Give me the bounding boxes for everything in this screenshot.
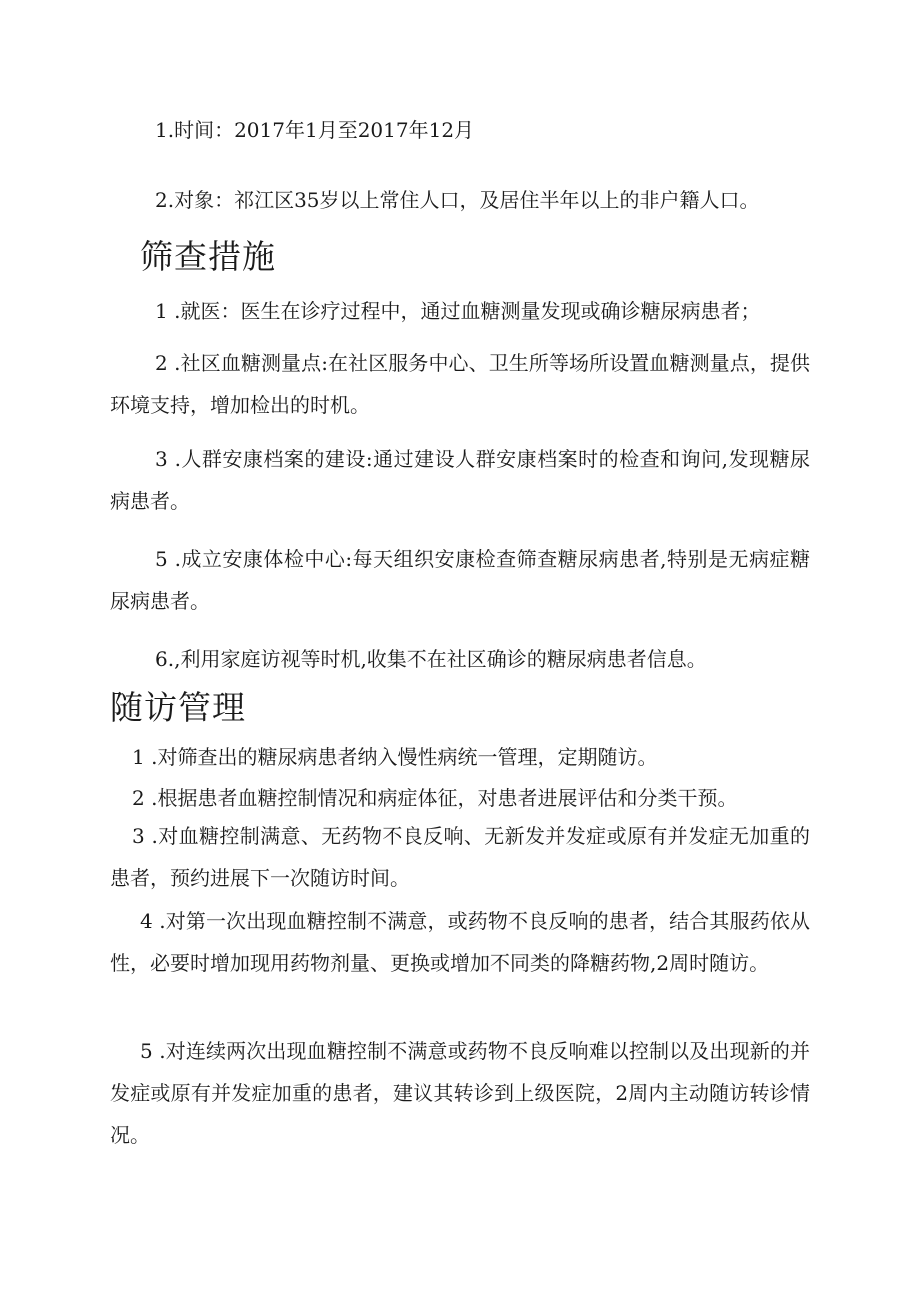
- followup-item-4: 4 .对第一次出现血糖控制不满意，或药物不良反响的患者，结合其服药依从性，必要时增加现用药物剂量、更换或增加不同类的降糖药物,2周时随访。: [110, 909, 810, 975]
- followup-item-5-block: [110, 1030, 810, 1156]
- screening-item-5: 5 .成立安康体检中心:每天组织安康检查筛查糖尿病患者,特别是无病症糖尿病患者。: [110, 547, 810, 613]
- screening-item-2-block: [110, 342, 810, 426]
- followup-item-4-block: [110, 900, 810, 984]
- followup-item-5: 5 .对连续两次出现血糖控制不满意或药物不良反响难以控制以及出现新的并发症或原有并发症加重的患者，建议其转诊到上级医院，2周内主动随访转诊情况。: [110, 1039, 810, 1147]
- screening-item-1: 1 .就医：医生在诊疗过程中，通过血糖测量发现或确诊糖尿病患者；: [155, 299, 761, 323]
- followup-item-1: 1 .对筛查出的糖尿病患者纳入慢性病统一管理，定期随访。: [132, 745, 658, 769]
- followup-item-2: 2 .根据患者血糖控制情况和病症体征，对患者进展评估和分类干预。: [132, 786, 738, 810]
- followup-item-3-block: [110, 815, 810, 899]
- screening-item-6: 6.,利用家庭访视等时机,收集不在社区确诊的糖尿病患者信息。: [155, 647, 707, 671]
- followup-item-3: 3 .对血糖控制满意、无药物不良反响、无新发并发症或原有并发症无加重的患者，预约进展下一次随访时间。: [110, 824, 810, 890]
- intro-time: 1.时间：2017年1月至2017年12月: [155, 118, 475, 142]
- screening-item-3: 3 .人群安康档案的建设:通过建设人群安康档案时的检查和询问,发现糖尿病患者。: [110, 447, 810, 513]
- intro-target: 2.对象：祁江区35岁以上常住人口，及居住半年以上的非户籍人口。: [155, 188, 760, 212]
- screening-item-3-block: [110, 438, 810, 522]
- screening-item-5-block: [110, 538, 810, 622]
- screening-heading: 筛查措施: [140, 237, 276, 276]
- screening-item-2: 2 .社区血糖测量点:在社区服务中心、卫生所等场所设置血糖测量点，提供环境支持，增加检出的时机。: [110, 351, 810, 417]
- followup-heading: 随访管理: [110, 688, 246, 727]
